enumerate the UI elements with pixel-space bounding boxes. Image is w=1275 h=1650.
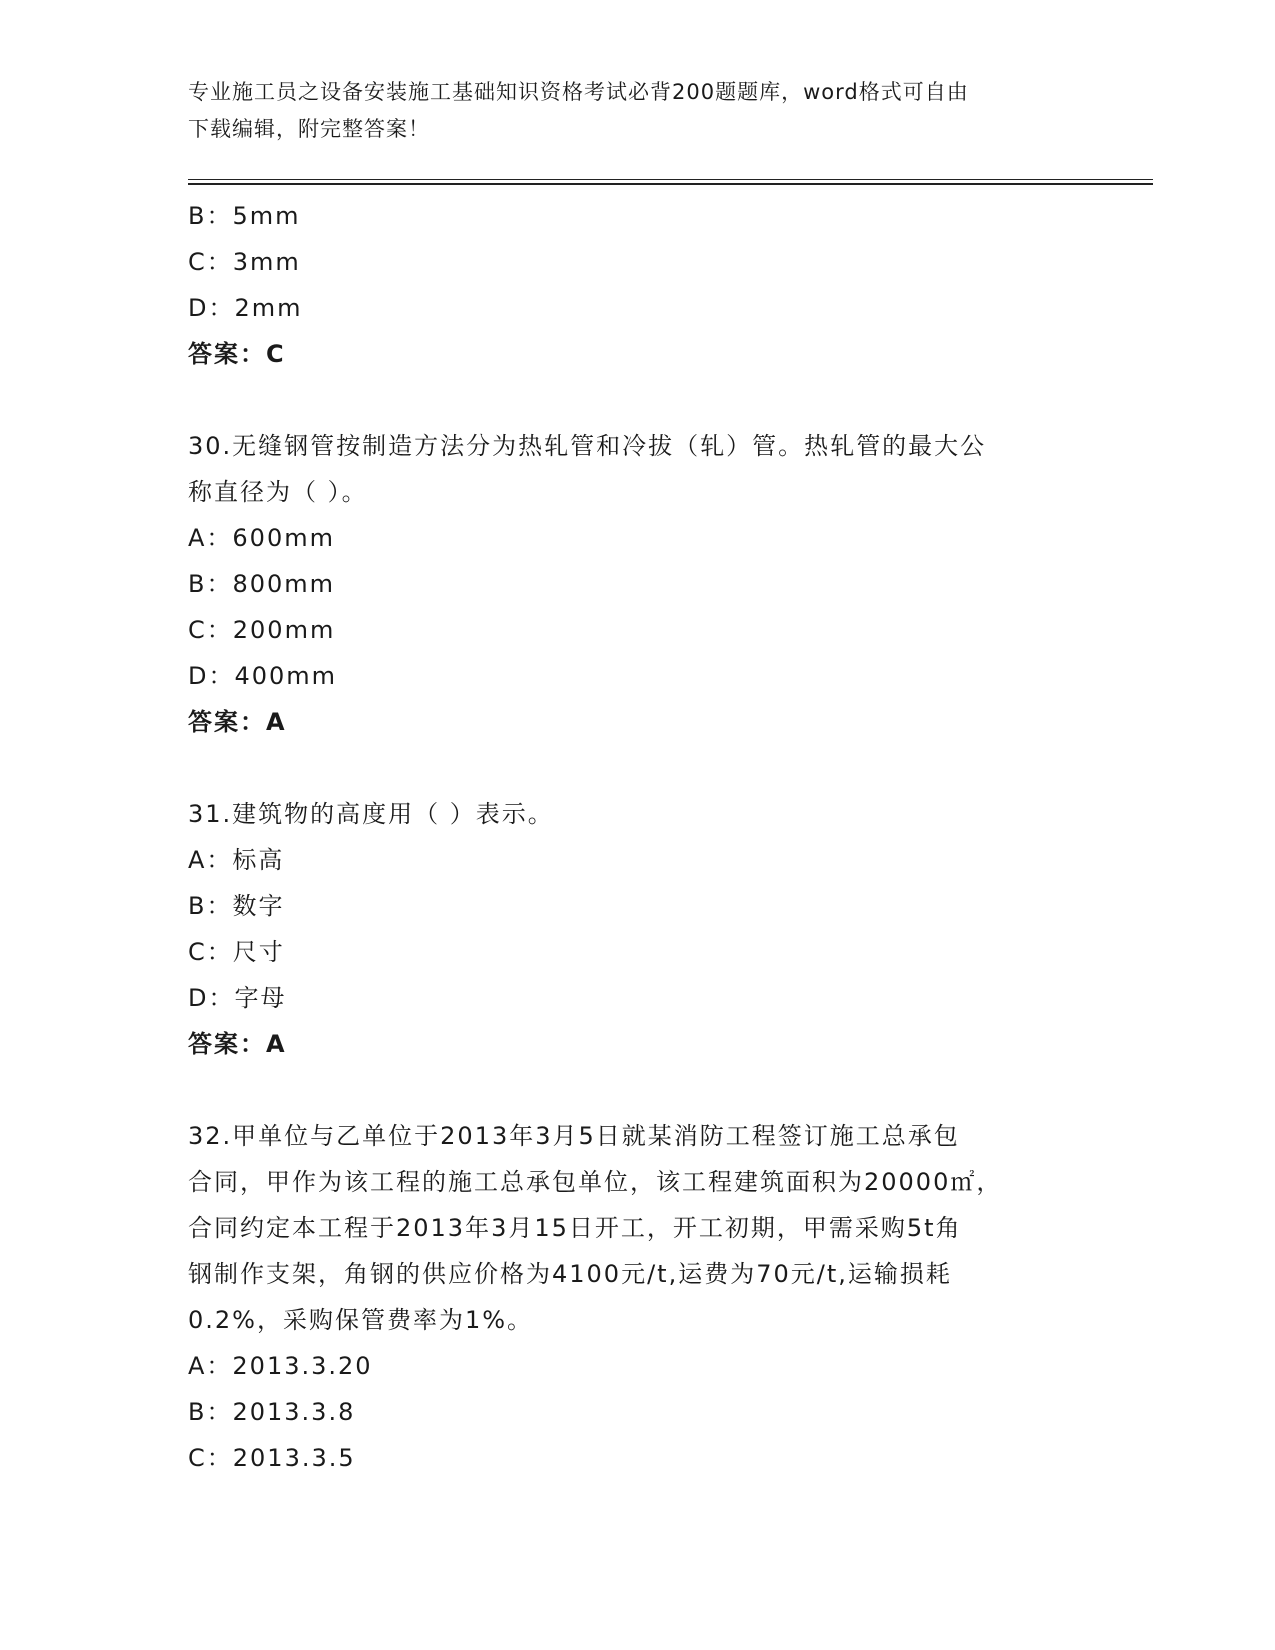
- option-c: C：尺寸: [188, 938, 285, 966]
- question-text-line: 称直径为（ ）。: [188, 478, 368, 506]
- question-text-line: 0.2%，采购保管费率为1%。: [188, 1306, 534, 1334]
- option-a: A：2013.3.20: [188, 1352, 373, 1380]
- question-32: [188, 1113, 1088, 1481]
- option-b: B：2013.3.8: [188, 1398, 356, 1426]
- question-29: [188, 193, 1088, 377]
- document-header: [188, 74, 1088, 148]
- header-divider-thick: [188, 183, 1153, 185]
- header-divider-thin: [188, 179, 1153, 180]
- option-d: D：2mm: [188, 294, 303, 322]
- option-a: A：标高: [188, 846, 285, 874]
- answer-line: 答案：C: [188, 340, 286, 368]
- option-d: D：400mm: [188, 662, 338, 690]
- question-31: [188, 791, 1088, 1067]
- option-c: C：2013.3.5: [188, 1444, 356, 1472]
- answer-line: 答案：A: [188, 1030, 287, 1058]
- question-text-line: 合同约定本工程于2013年3月15日开工，开工初期，甲需采购5t角: [188, 1214, 962, 1242]
- question-text-line: 30.无缝钢管按制造方法分为热轧管和冷拔（轧）管。热轧管的最大公: [188, 432, 987, 460]
- option-b: B：数字: [188, 892, 285, 920]
- option-b: B：800mm: [188, 570, 336, 598]
- option-d: D：字母: [188, 984, 287, 1012]
- question-list: [188, 193, 1088, 1481]
- question-text-line: 31.建筑物的高度用（ ）表示。: [188, 800, 554, 828]
- question-30: [188, 423, 1088, 745]
- header-line-2: 下载编辑，附完整答案！: [188, 117, 430, 141]
- header-line-1: 专业施工员之设备安装施工基础知识资格考试必背200题题库，word格式可自由: [188, 80, 969, 104]
- option-c: C：3mm: [188, 248, 301, 276]
- spacer: [188, 1067, 1088, 1113]
- option-a: A：600mm: [188, 524, 335, 552]
- option-c: C：200mm: [188, 616, 336, 644]
- option-b: B：5mm: [188, 202, 301, 230]
- question-text-line: 合同，甲作为该工程的施工总承包单位，该工程建筑面积为20000㎡，: [188, 1168, 1003, 1196]
- spacer: [188, 745, 1088, 791]
- question-text-line: 32.甲单位与乙单位于2013年3月5日就某消防工程签订施工总承包: [188, 1122, 960, 1150]
- question-text-line: 钢制作支架，角钢的供应价格为4100元/t,运费为70元/t,运输损耗: [188, 1260, 952, 1288]
- spacer: [188, 377, 1088, 423]
- answer-line: 答案：A: [188, 708, 287, 736]
